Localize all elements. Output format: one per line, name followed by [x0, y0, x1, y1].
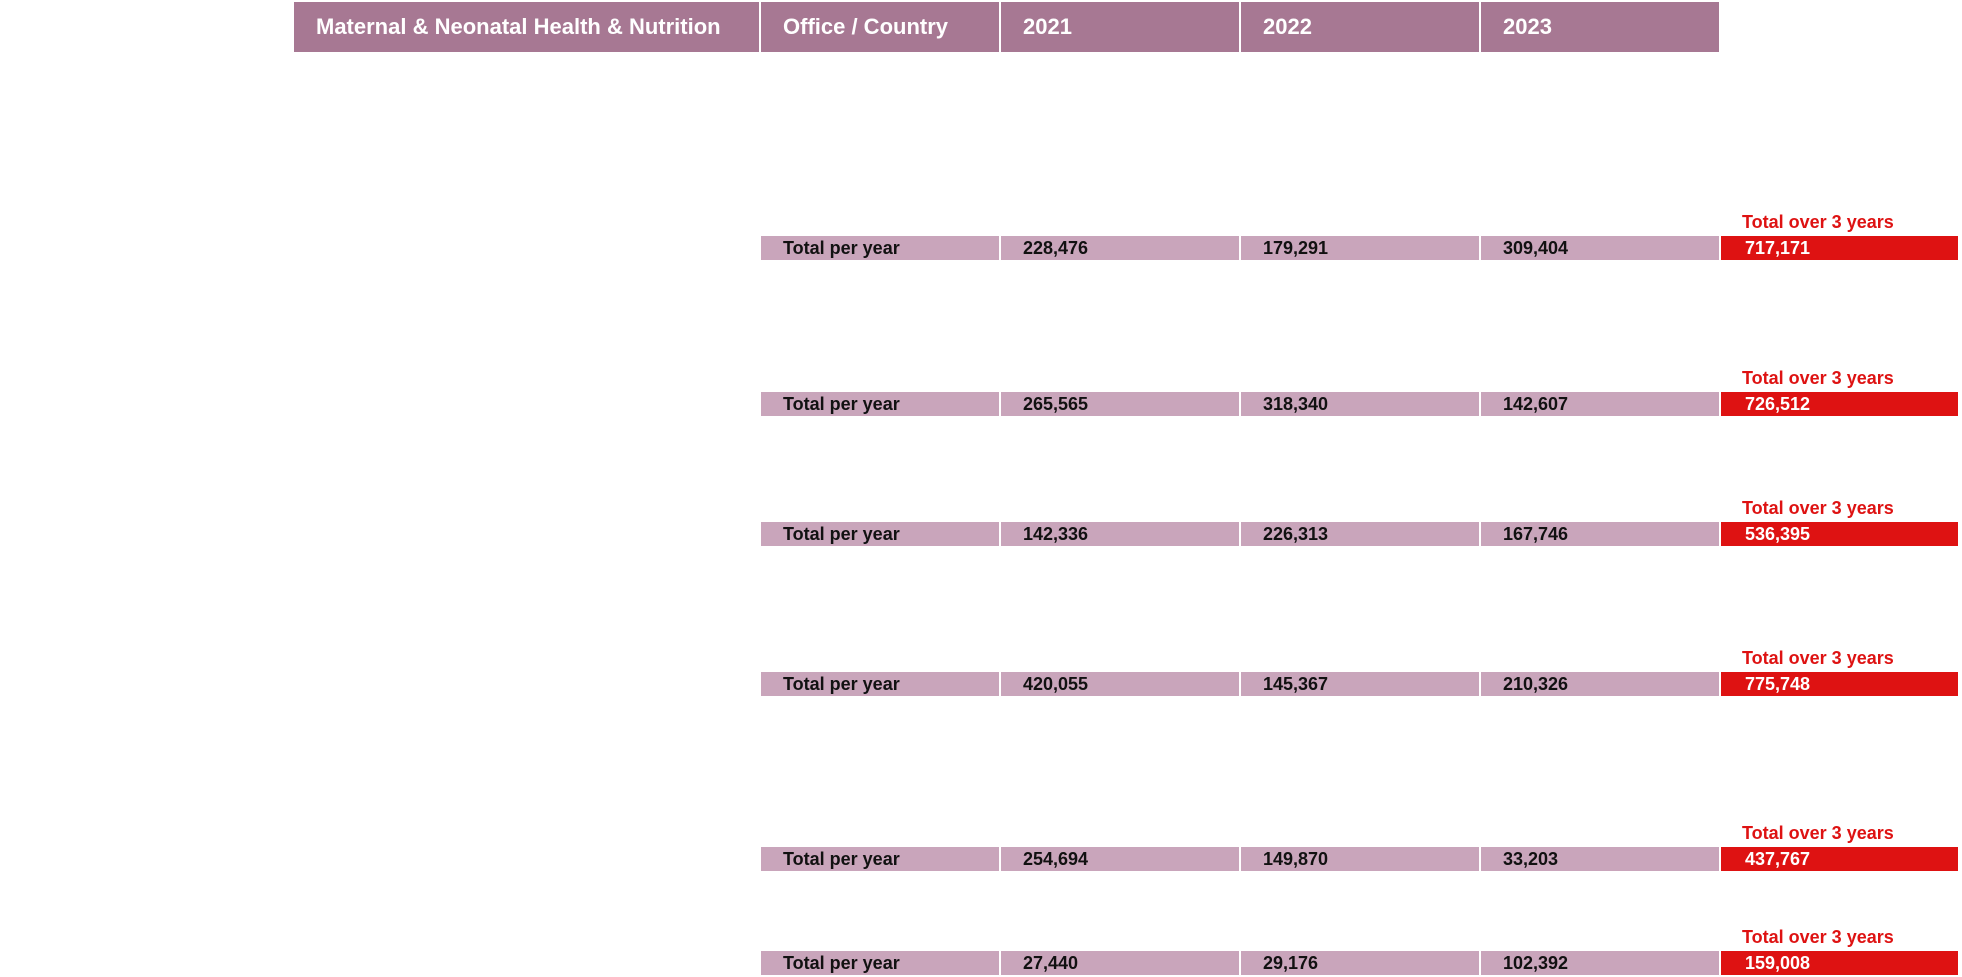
row-value-2022: 149,870 — [1241, 847, 1479, 871]
header-cell-2023: 2023 — [1481, 2, 1719, 52]
row-label: Total per year — [761, 522, 999, 546]
row-total-3-years: 775,748 — [1721, 672, 1958, 696]
row-value-2023: 210,326 — [1481, 672, 1719, 696]
header-cell-2022: 2022 — [1241, 2, 1479, 52]
row-total-3-years: 437,767 — [1721, 847, 1958, 871]
header-cell-program: Maternal & Neonatal Health & Nutrition — [294, 2, 759, 52]
row-total-3-years: 726,512 — [1721, 392, 1958, 416]
row-label: Total per year — [761, 236, 999, 260]
header-cell-office-country: Office / Country — [761, 2, 999, 52]
row-total-3-years: 159,008 — [1721, 951, 1958, 975]
row-value-2023: 102,392 — [1481, 951, 1719, 975]
total-over-years-caption: Total over 3 years — [1742, 648, 1894, 668]
total-over-years-caption: Total over 3 years — [1742, 212, 1894, 232]
row-label: Total per year — [761, 392, 999, 416]
row-total-3-years: 536,395 — [1721, 522, 1958, 546]
row-label: Total per year — [761, 847, 999, 871]
total-over-years-caption: Total over 3 years — [1742, 498, 1894, 518]
row-value-2021: 254,694 — [1001, 847, 1239, 871]
row-label: Total per year — [761, 951, 999, 975]
row-value-2022: 29,176 — [1241, 951, 1479, 975]
row-value-2021: 265,565 — [1001, 392, 1239, 416]
row-value-2023: 309,404 — [1481, 236, 1719, 260]
header-cell-2021: 2021 — [1001, 2, 1239, 52]
row-value-2023: 33,203 — [1481, 847, 1719, 871]
row-value-2021: 420,055 — [1001, 672, 1239, 696]
row-value-2023: 167,746 — [1481, 522, 1719, 546]
row-label: Total per year — [761, 672, 999, 696]
total-over-years-caption: Total over 3 years — [1742, 823, 1894, 843]
total-over-years-caption: Total over 3 years — [1742, 368, 1894, 388]
row-value-2021: 228,476 — [1001, 236, 1239, 260]
row-value-2022: 145,367 — [1241, 672, 1479, 696]
row-value-2022: 226,313 — [1241, 522, 1479, 546]
row-value-2023: 142,607 — [1481, 392, 1719, 416]
row-value-2022: 179,291 — [1241, 236, 1479, 260]
total-over-years-caption: Total over 3 years — [1742, 927, 1894, 947]
row-value-2021: 142,336 — [1001, 522, 1239, 546]
row-value-2021: 27,440 — [1001, 951, 1239, 975]
row-value-2022: 318,340 — [1241, 392, 1479, 416]
row-total-3-years: 717,171 — [1721, 236, 1958, 260]
